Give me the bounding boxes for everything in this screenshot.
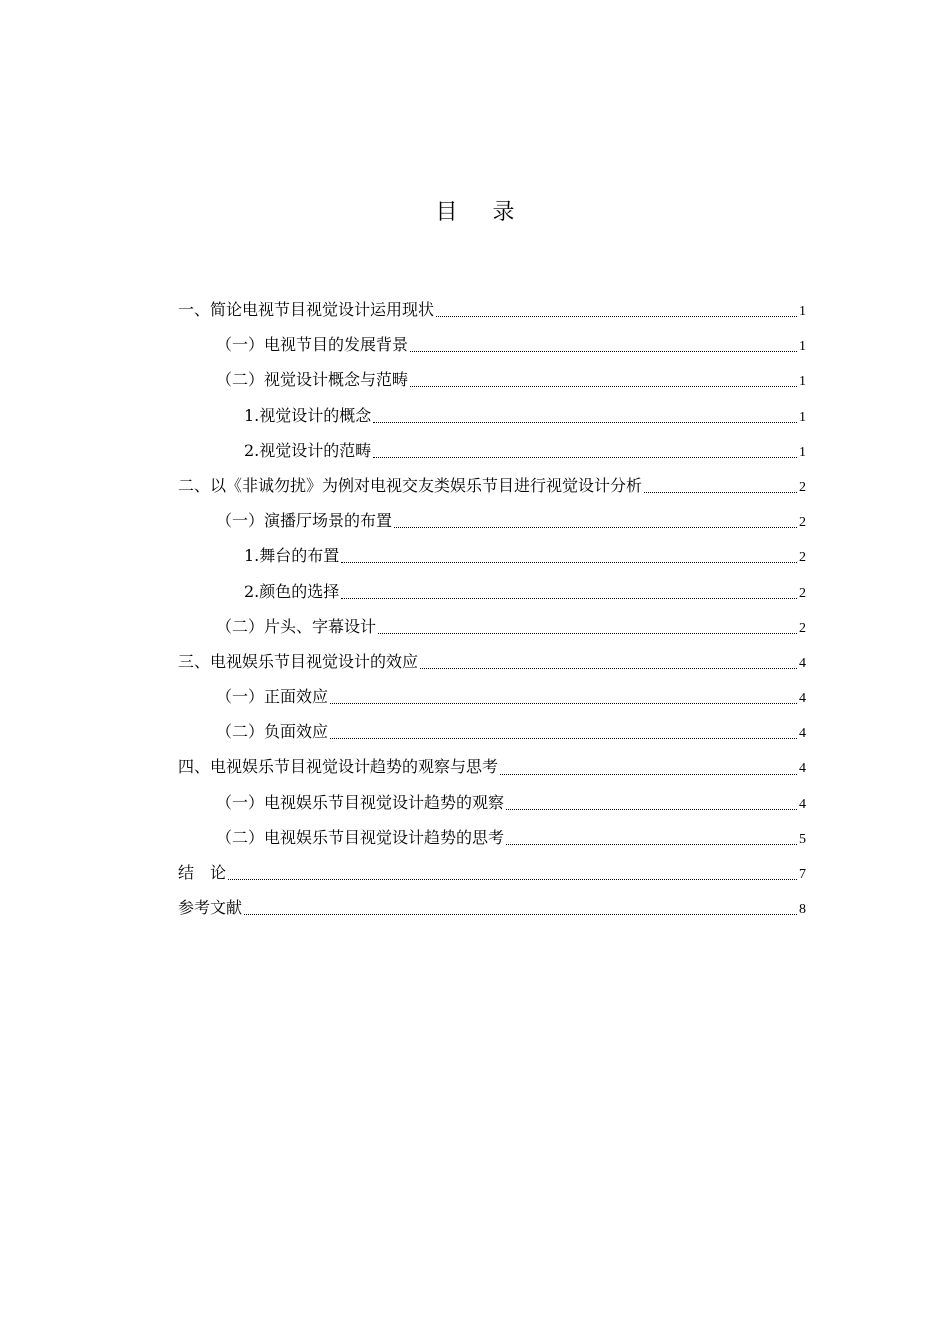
- toc-entry-page: 2: [799, 515, 806, 531]
- toc-entry-label: （一）演播厅场景的布置: [216, 511, 393, 531]
- toc-dot-leader: [506, 809, 797, 810]
- toc-entry[interactable]: [178, 890, 806, 925]
- toc-dot-leader: [394, 527, 797, 528]
- toc-entry-page: 2: [799, 585, 806, 601]
- toc-entry-page: 4: [799, 655, 806, 671]
- toc-entry-label: 2.颜色的选择: [244, 581, 340, 601]
- toc-entry[interactable]: [178, 503, 806, 538]
- toc-entry-page: 1: [799, 444, 806, 460]
- toc-dot-leader: [410, 351, 797, 352]
- toc-dot-leader: [330, 703, 797, 704]
- toc-entry-label: 结 论: [178, 863, 227, 882]
- toc-entry[interactable]: [178, 398, 806, 433]
- toc-dot-leader: [341, 598, 797, 599]
- toc-dot-leader: [644, 492, 797, 493]
- toc-entry-label: 1.舞台的布置: [244, 546, 340, 566]
- toc-entry-label: （二）负面效应: [216, 722, 329, 742]
- toc-dot-leader: [436, 316, 797, 317]
- toc-entry-label: 1.视觉设计的概念: [244, 405, 372, 425]
- table-of-contents: [178, 292, 806, 925]
- toc-entry[interactable]: [178, 749, 806, 784]
- toc-dot-leader: [341, 562, 797, 563]
- toc-entry[interactable]: [178, 574, 806, 609]
- toc-entry[interactable]: [178, 362, 806, 397]
- toc-entry-label: （二）视觉设计概念与范畴: [216, 370, 409, 390]
- toc-entry-label: 二、以《非诚勿扰》为例对电视交友类娱乐节目进行视觉设计分析: [178, 475, 643, 495]
- toc-entry-page: 8: [799, 902, 806, 918]
- toc-entry-label: 四、电视娱乐节目视觉设计趋势的观察与思考: [178, 757, 499, 777]
- toc-entry-label: 一、简论电视节目视觉设计运用现状: [178, 300, 435, 319]
- toc-entry[interactable]: [178, 292, 806, 327]
- toc-entry-page: 1: [799, 339, 806, 355]
- toc-entry-page: 1: [799, 304, 806, 319]
- toc-entry[interactable]: [178, 785, 806, 820]
- toc-entry-page: 1: [799, 374, 806, 390]
- toc-entry-page: 4: [799, 691, 806, 707]
- toc-dot-leader: [420, 668, 797, 669]
- toc-entry-page: 2: [799, 479, 806, 495]
- toc-entry[interactable]: [178, 855, 806, 890]
- toc-entry-page: 7: [799, 867, 806, 882]
- toc-entry[interactable]: [178, 679, 806, 714]
- toc-dot-leader: [378, 633, 797, 634]
- toc-entry[interactable]: [178, 820, 806, 855]
- toc-entry[interactable]: [178, 609, 806, 644]
- toc-entry-label: 三、电视娱乐节目视觉设计的效应: [178, 651, 419, 671]
- toc-dot-leader: [373, 422, 797, 423]
- toc-entry-label: （一）电视娱乐节目视觉设计趋势的观察: [216, 792, 505, 812]
- toc-dot-leader: [373, 457, 797, 458]
- toc-dot-leader: [410, 386, 797, 387]
- toc-entry-page: 2: [799, 550, 806, 566]
- toc-entry-label: （二）电视娱乐节目视觉设计趋势的思考: [216, 827, 505, 847]
- toc-entry[interactable]: [178, 644, 806, 679]
- toc-entry-page: 4: [799, 796, 806, 812]
- toc-entry-page: 4: [799, 761, 806, 777]
- toc-dot-leader: [500, 774, 797, 775]
- toc-entry[interactable]: [178, 714, 806, 749]
- toc-entry-label: （一）正面效应: [216, 687, 329, 707]
- toc-dot-leader: [330, 738, 797, 739]
- toc-entry[interactable]: [178, 538, 806, 573]
- toc-entry[interactable]: [178, 327, 806, 362]
- toc-entry-label: （二）片头、字幕设计: [216, 616, 377, 636]
- toc-entry-page: 4: [799, 726, 806, 742]
- toc-dot-leader: [506, 844, 797, 845]
- toc-entry[interactable]: [178, 433, 806, 468]
- toc-dot-leader: [244, 914, 797, 915]
- toc-entry-page: 2: [799, 620, 806, 636]
- toc-entry[interactable]: [178, 468, 806, 503]
- toc-entry-label: （一）电视节目的发展背景: [216, 335, 409, 355]
- page-title: 目 录: [435, 200, 529, 225]
- toc-entry-label: 2.视觉设计的范畴: [244, 440, 372, 460]
- toc-entry-page: 5: [799, 831, 806, 847]
- toc-entry-label: 参考文献: [178, 898, 243, 918]
- toc-entry-page: 1: [799, 409, 806, 425]
- toc-dot-leader: [228, 879, 797, 880]
